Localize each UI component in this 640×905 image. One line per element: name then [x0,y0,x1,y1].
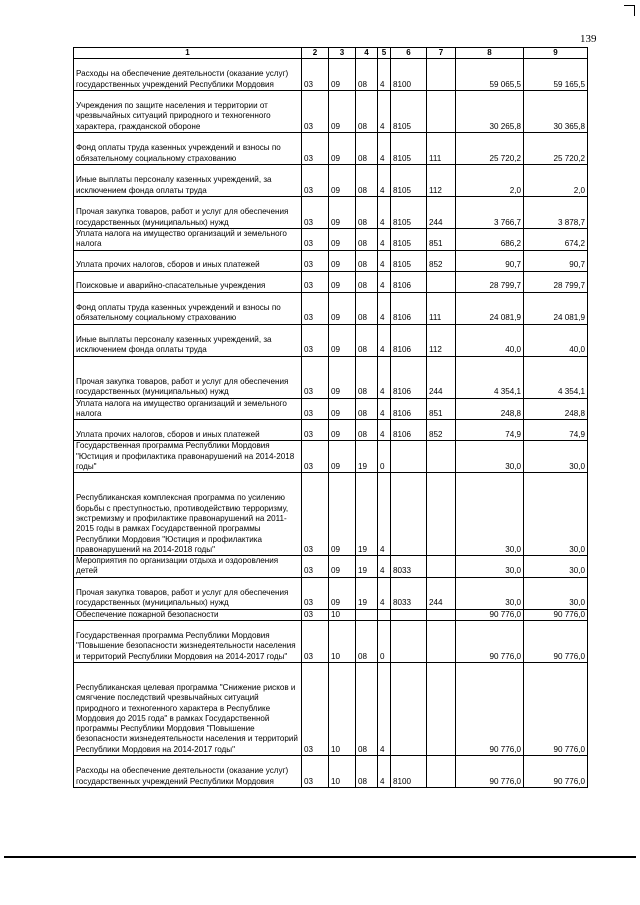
table-header-row [74,48,588,59]
cell-c5: 4 [378,292,391,324]
row-name: Расходы на обеспечение деятельности (оказание услуг) государственных учреждений Республики Мордовия [74,59,302,91]
table-row [74,556,588,578]
cell-c5: 0 [378,621,391,663]
cell-c6: 8100 [391,756,427,788]
cell-c5: 4 [378,59,391,91]
cell-c7 [427,271,456,292]
cell-c2: 03 [302,420,329,441]
cell-c7 [427,621,456,663]
cell-c6 [391,441,427,473]
table-row [74,229,588,251]
row-name: Республиканская комплексная программа по усилению борьбы с преступностью, противодействию терроризму, экстремизму и профилактике правонарушений на 2011-2015 годы в рамках Государственной программы Республики Мордовия "Юстиция и профилактика правонарушений на 2014-2018 годы" [74,473,302,556]
cell-c3: 10 [329,609,356,620]
cell-c5: 0 [378,441,391,473]
cell-c3: 09 [329,398,356,420]
cell-c5: 4 [378,756,391,788]
row-name: Прочая закупка товаров, работ и услуг для обеспечения государственных (муниципальных) нужд [74,356,302,398]
cell-c8: 4 354,1 [456,356,524,398]
cell-c9: 40,0 [524,324,588,356]
cell-c3: 09 [329,250,356,271]
cell-c2: 03 [302,229,329,251]
cell-c4: 08 [356,250,378,271]
cell-c3: 09 [329,271,356,292]
header-cell: 4 [356,48,378,59]
cell-c7: 852 [427,420,456,441]
cell-c7 [427,609,456,620]
cell-c2: 03 [302,133,329,165]
cell-c3: 09 [329,229,356,251]
cell-c7: 244 [427,577,456,609]
cell-c5: 4 [378,165,391,197]
cell-c6: 8106 [391,292,427,324]
cell-c7 [427,473,456,556]
cell-c4 [356,609,378,620]
table-row [74,473,588,556]
cell-c3: 09 [329,577,356,609]
cell-c4: 08 [356,165,378,197]
cell-c7 [427,556,456,578]
table-row [74,59,588,91]
header-cell: 1 [74,48,302,59]
cell-c5: 4 [378,250,391,271]
cell-c9: 30,0 [524,441,588,473]
cell-c9: 90 776,0 [524,609,588,620]
cell-c7 [427,91,456,133]
cell-c8: 90 776,0 [456,621,524,663]
cell-c5: 4 [378,420,391,441]
table-row [74,250,588,271]
row-name: Фонд оплаты труда казенных учреждений и взносы по обязательному социальному страхованию [74,133,302,165]
cell-c9: 30 365,8 [524,91,588,133]
cell-c9: 4 354,1 [524,356,588,398]
row-name: Иные выплаты персоналу казенных учреждений, за исключением фонда оплаты труда [74,324,302,356]
cell-c8: 30,0 [456,577,524,609]
cell-c6 [391,609,427,620]
table-row [74,197,588,229]
cell-c2: 03 [302,663,329,756]
cell-c4: 08 [356,420,378,441]
row-name: Обеспечение пожарной безопасности [74,609,302,620]
cell-c2: 03 [302,165,329,197]
table-row [74,324,588,356]
row-name: Уплата прочих налогов, сборов и иных платежей [74,420,302,441]
cell-c2: 03 [302,556,329,578]
table-row [74,609,588,620]
cell-c5: 4 [378,556,391,578]
budget-table [73,47,588,788]
row-name: Уплата налога на имущество организаций и земельного налога [74,229,302,251]
row-name: Прочая закупка товаров, работ и услуг для обеспечения государственных (муниципальных) нужд [74,197,302,229]
cell-c4: 08 [356,756,378,788]
table-row [74,356,588,398]
cell-c8: 90,7 [456,250,524,271]
cell-c6: 8105 [391,197,427,229]
page-number: 139 [580,33,597,45]
cell-c9: 25 720,2 [524,133,588,165]
table-row [74,398,588,420]
cell-c6: 8033 [391,577,427,609]
cell-c2: 03 [302,756,329,788]
header-cell: 7 [427,48,456,59]
header-cell: 5 [378,48,391,59]
cell-c2: 03 [302,324,329,356]
cell-c2: 03 [302,398,329,420]
cell-c2: 03 [302,91,329,133]
cell-c5: 4 [378,133,391,165]
cell-c4: 19 [356,556,378,578]
corner-mark [624,5,635,16]
cell-c5: 4 [378,577,391,609]
cell-c9: 90 776,0 [524,663,588,756]
cell-c2: 03 [302,609,329,620]
cell-c3: 09 [329,556,356,578]
cell-c8: 30 265,8 [456,91,524,133]
cell-c7: 244 [427,356,456,398]
row-name: Уплата налога на имущество организаций и земельного налога [74,398,302,420]
cell-c6: 8106 [391,398,427,420]
cell-c2: 03 [302,441,329,473]
row-name: Фонд оплаты труда казенных учреждений и взносы по обязательному социальному страхованию [74,292,302,324]
cell-c4: 19 [356,577,378,609]
table-row [74,420,588,441]
cell-c9: 90 776,0 [524,756,588,788]
cell-c5: 4 [378,197,391,229]
row-name: Уплата прочих налогов, сборов и иных платежей [74,250,302,271]
table-row [74,133,588,165]
cell-c8: 90 776,0 [456,663,524,756]
header-cell: 8 [456,48,524,59]
table-row [74,577,588,609]
row-name: Государственная программа Республики Мордовия "Юстиция и профилактика правонарушений на 2014-2018 годы" [74,441,302,473]
cell-c3: 09 [329,197,356,229]
cell-c7 [427,441,456,473]
row-name: Республиканская целевая программа "Снижение рисков и смягчение последствий чрезвычайных ситуаций природного и техногенного характера в Республике Мордовия до 2015 года" в рамках Государственной программы Республики Мордовия "Повышение безопасности жизнедеятельности населения и территорий Республики Мордовия на 2014-2017 годы" [74,663,302,756]
cell-c9: 2,0 [524,165,588,197]
cell-c9: 248,8 [524,398,588,420]
cell-c7 [427,756,456,788]
cell-c9: 90 776,0 [524,621,588,663]
row-name: Мероприятия по организации отдыха и оздоровления детей [74,556,302,578]
header-cell: 6 [391,48,427,59]
cell-c5: 4 [378,356,391,398]
cell-c6: 8105 [391,250,427,271]
cell-c3: 09 [329,473,356,556]
cell-c8: 30,0 [456,556,524,578]
cell-c6: 8106 [391,271,427,292]
cell-c9: 90,7 [524,250,588,271]
cell-c4: 08 [356,621,378,663]
bottom-rule [4,856,636,858]
cell-c8: 40,0 [456,324,524,356]
cell-c2: 03 [302,271,329,292]
cell-c2: 03 [302,621,329,663]
row-name: Государственная программа Республики Мордовия "Повышение безопасности жизнедеятельности населения и территорий Республики Мордовия на 2014-2017 годы" [74,621,302,663]
cell-c5: 4 [378,473,391,556]
table-row [74,271,588,292]
cell-c6 [391,663,427,756]
cell-c4: 08 [356,133,378,165]
cell-c5 [378,609,391,620]
cell-c5: 4 [378,663,391,756]
cell-c7: 851 [427,229,456,251]
cell-c6: 8105 [391,165,427,197]
cell-c8: 90 776,0 [456,609,524,620]
cell-c2: 03 [302,292,329,324]
cell-c3: 09 [329,59,356,91]
row-name: Поисковые и аварийно-спасательные учреждения [74,271,302,292]
cell-c3: 09 [329,292,356,324]
cell-c2: 03 [302,250,329,271]
cell-c7: 112 [427,165,456,197]
cell-c5: 4 [378,398,391,420]
cell-c8: 30,0 [456,441,524,473]
table-row [74,91,588,133]
header-cell: 2 [302,48,329,59]
cell-c4: 08 [356,356,378,398]
cell-c7 [427,663,456,756]
cell-c2: 03 [302,197,329,229]
cell-c8: 59 065,5 [456,59,524,91]
cell-c4: 08 [356,91,378,133]
cell-c8: 3 766,7 [456,197,524,229]
cell-c4: 08 [356,398,378,420]
cell-c7: 852 [427,250,456,271]
table-row [74,663,588,756]
cell-c5: 4 [378,271,391,292]
cell-c6 [391,621,427,663]
cell-c4: 08 [356,59,378,91]
cell-c6: 8105 [391,133,427,165]
cell-c9: 24 081,9 [524,292,588,324]
cell-c2: 03 [302,473,329,556]
cell-c9: 59 165,5 [524,59,588,91]
cell-c6: 8106 [391,420,427,441]
cell-c5: 4 [378,91,391,133]
cell-c7 [427,59,456,91]
cell-c3: 09 [329,356,356,398]
table-row [74,165,588,197]
row-name: Прочая закупка товаров, работ и услуг для обеспечения государственных (муниципальных) нужд [74,577,302,609]
cell-c4: 08 [356,324,378,356]
cell-c4: 08 [356,229,378,251]
header-cell: 9 [524,48,588,59]
cell-c4: 08 [356,663,378,756]
cell-c8: 74,9 [456,420,524,441]
cell-c7: 111 [427,133,456,165]
cell-c6: 8033 [391,556,427,578]
cell-c4: 08 [356,292,378,324]
cell-c9: 74,9 [524,420,588,441]
cell-c8: 28 799,7 [456,271,524,292]
table-row [74,621,588,663]
cell-c3: 10 [329,621,356,663]
cell-c8: 2,0 [456,165,524,197]
cell-c6: 8105 [391,229,427,251]
cell-c8: 30,0 [456,473,524,556]
cell-c2: 03 [302,577,329,609]
cell-c7: 244 [427,197,456,229]
row-name: Иные выплаты персоналу казенных учреждений, за исключением фонда оплаты труда [74,165,302,197]
cell-c6: 8105 [391,91,427,133]
cell-c2: 03 [302,356,329,398]
cell-c9: 30,0 [524,473,588,556]
table-row [74,756,588,788]
cell-c9: 674,2 [524,229,588,251]
cell-c3: 09 [329,133,356,165]
cell-c6: 8106 [391,324,427,356]
cell-c5: 4 [378,229,391,251]
cell-c8: 248,8 [456,398,524,420]
cell-c4: 08 [356,197,378,229]
table-row [74,292,588,324]
cell-c4: 19 [356,473,378,556]
header-cell: 3 [329,48,356,59]
cell-c2: 03 [302,59,329,91]
cell-c3: 09 [329,441,356,473]
cell-c8: 90 776,0 [456,756,524,788]
row-name: Учреждения по защите населения и территории от чрезвычайных ситуаций природного и техногенного характера, гражданской обороне [74,91,302,133]
cell-c3: 09 [329,91,356,133]
cell-c8: 686,2 [456,229,524,251]
table-row [74,441,588,473]
cell-c3: 10 [329,756,356,788]
cell-c4: 08 [356,271,378,292]
cell-c7: 851 [427,398,456,420]
cell-c9: 28 799,7 [524,271,588,292]
cell-c6: 8106 [391,356,427,398]
cell-c9: 3 878,7 [524,197,588,229]
cell-c3: 10 [329,663,356,756]
cell-c7: 111 [427,292,456,324]
cell-c8: 25 720,2 [456,133,524,165]
cell-c3: 09 [329,165,356,197]
cell-c3: 09 [329,420,356,441]
cell-c5: 4 [378,324,391,356]
cell-c7: 112 [427,324,456,356]
cell-c9: 30,0 [524,577,588,609]
cell-c6 [391,473,427,556]
cell-c3: 09 [329,324,356,356]
cell-c6: 8100 [391,59,427,91]
row-name: Расходы на обеспечение деятельности (оказание услуг) государственных учреждений Республики Мордовия [74,756,302,788]
cell-c9: 30,0 [524,556,588,578]
cell-c4: 19 [356,441,378,473]
cell-c8: 24 081,9 [456,292,524,324]
